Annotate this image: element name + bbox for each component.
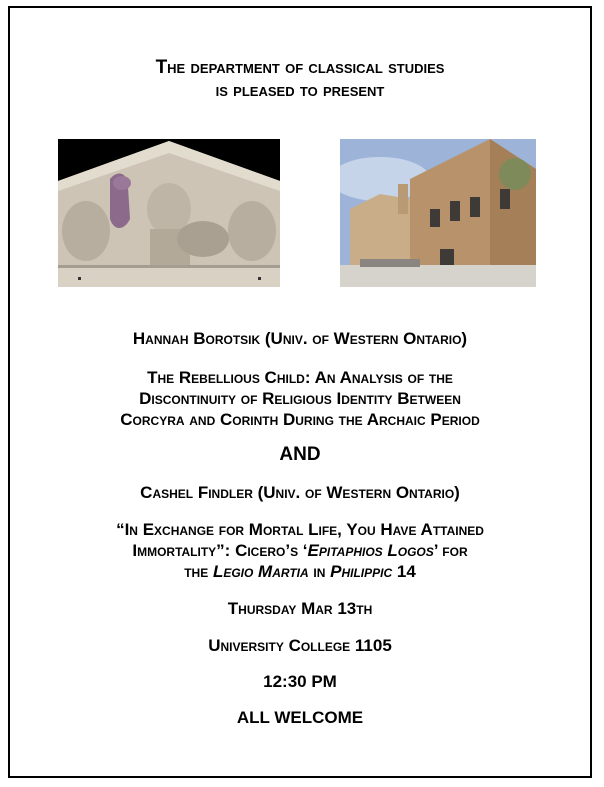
header-line-1: The department of classical studies xyxy=(155,57,445,78)
speaker-2: Cashel Findler (Univ. of Western Ontario) xyxy=(140,483,460,502)
pediment-relief-image xyxy=(58,139,280,287)
talk-1-title-line-1: The Rebellious Child: An Analysis of the xyxy=(147,368,453,387)
event-location: University College 1105 xyxy=(208,636,392,655)
all-welcome: ALL WELCOME xyxy=(236,708,364,727)
palazzo-building-image xyxy=(340,139,536,287)
header-line-2: is pleased to present xyxy=(215,80,385,101)
event-date: Thursday Mar 13th xyxy=(227,599,373,618)
talk-2-title-line-2 xyxy=(10,540,590,561)
talk-2-title-part: Immortality”: Cicero’s ‘ xyxy=(132,541,308,560)
talk-2-title-line-1: “In Exchange for Mortal Life, You Have Attained xyxy=(116,520,484,539)
event-time: 12:30 PM xyxy=(263,672,337,691)
speaker-1: Hannah Borotsik (Univ. of Western Ontario) xyxy=(132,329,468,348)
talk-2-title-part: 14 xyxy=(392,562,416,581)
talk-2-title-italic-legio: Legio Martia xyxy=(212,562,309,581)
talk-2-title-part: in xyxy=(308,562,331,581)
talk-1-title-line-2: Discontinuity of Religious Identity Between xyxy=(139,389,461,408)
poster xyxy=(8,6,592,778)
talk-2-title-italic-philippic: Philippic xyxy=(330,562,393,581)
talk-2-title-part: the xyxy=(184,562,213,581)
conjunction-and: AND xyxy=(279,444,321,465)
talk-2-title-italic-epitaphios: Epitaphios Logos xyxy=(307,541,434,560)
talk-1-title-line-3: Corcyra and Corinth During the Archaic Period xyxy=(120,410,480,429)
talk-2-title-line-3 xyxy=(10,561,590,582)
talk-2-title-part: ’ for xyxy=(433,541,468,560)
